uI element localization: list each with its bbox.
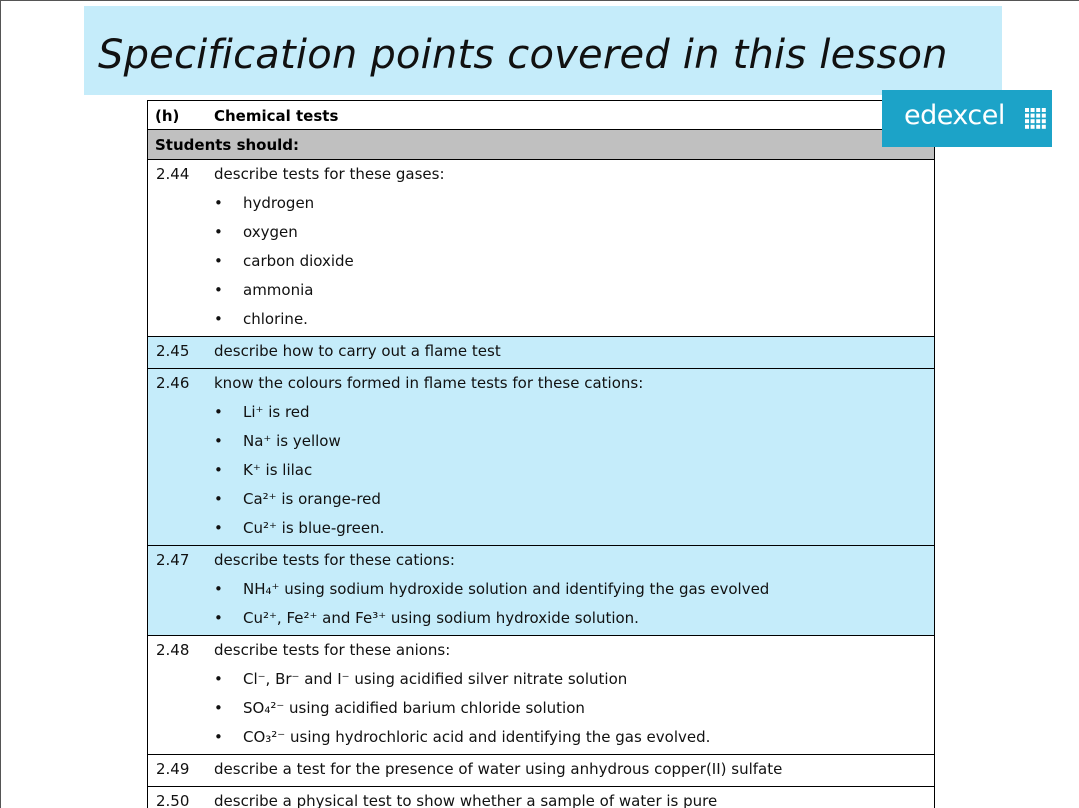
bullet-item: NH₄⁺ using sodium hydroxide solution and identifying the gas evolved bbox=[243, 580, 770, 598]
spec-description: describe tests for these gases: bbox=[214, 165, 445, 183]
spec-number: 2.46 bbox=[156, 374, 190, 392]
spec-number: 2.49 bbox=[156, 760, 190, 778]
bullet-item: Cu²⁺ is blue-green. bbox=[243, 519, 385, 537]
spec-item-2-48 bbox=[148, 636, 934, 755]
spec-number: 2.48 bbox=[156, 641, 190, 659]
spec-item-2-49 bbox=[148, 755, 934, 787]
bullet-item: Na⁺ is yellow bbox=[243, 432, 341, 450]
logo-dot bbox=[1031, 114, 1035, 118]
logo-text: edexcel bbox=[904, 100, 1005, 131]
bullet-item: K⁺ is lilac bbox=[243, 461, 313, 479]
spec-description: describe tests for these cations: bbox=[214, 551, 455, 569]
spec-items bbox=[148, 160, 934, 808]
logo-dot bbox=[1025, 108, 1029, 112]
spec-item-2-47 bbox=[148, 546, 934, 636]
bullet-item: Cl⁻, Br⁻ and I⁻ using acidified silver nitrate solution bbox=[243, 670, 628, 688]
bullet-item: Ca²⁺ is orange-red bbox=[243, 490, 381, 508]
logo-dot bbox=[1036, 114, 1040, 118]
bullet-item: Cu²⁺, Fe²⁺ and Fe³⁺ using sodium hydroxide solution. bbox=[243, 609, 639, 627]
bullet-item: chlorine. bbox=[243, 310, 308, 328]
logo-dot bbox=[1036, 125, 1040, 129]
bullet-item: ammonia bbox=[243, 281, 314, 299]
bullet-dot-icon: • bbox=[214, 670, 223, 688]
slide-title: Specification points covered in this lesson bbox=[98, 32, 948, 78]
spec-item-2-44 bbox=[148, 160, 934, 337]
spec-item-2-50 bbox=[148, 787, 934, 808]
bullet-dot-icon: • bbox=[214, 461, 223, 479]
bullet-item: SO₄²⁻ using acidified barium chloride solution bbox=[243, 699, 585, 717]
logo-dot bbox=[1042, 114, 1046, 118]
logo-dot bbox=[1036, 119, 1040, 123]
spec-description: describe how to carry out a flame test bbox=[214, 342, 501, 360]
bullet-dot-icon: • bbox=[214, 403, 223, 421]
logo-dot bbox=[1036, 108, 1040, 112]
logo-dot bbox=[1025, 114, 1029, 118]
spec-description: describe a physical test to show whether a sample of water is pure bbox=[214, 792, 718, 808]
bullet-dot-icon: • bbox=[214, 519, 223, 537]
bullet-item: Li⁺ is red bbox=[243, 403, 310, 421]
spec-description: describe tests for these anions: bbox=[214, 641, 451, 659]
bullet-dot-icon: • bbox=[214, 728, 223, 746]
logo-dot bbox=[1042, 108, 1046, 112]
logo-dot bbox=[1031, 125, 1035, 129]
spec-number: 2.47 bbox=[156, 551, 190, 569]
bullet-dot-icon: • bbox=[214, 252, 223, 270]
bullet-dot-icon: • bbox=[214, 223, 223, 241]
spec-item-2-45 bbox=[148, 337, 934, 369]
students-should-row bbox=[148, 130, 934, 160]
bullet-dot-icon: • bbox=[214, 432, 223, 450]
bullet-dot-icon: • bbox=[214, 310, 223, 328]
bullet-dot-icon: • bbox=[214, 580, 223, 598]
spec-description: know the colours formed in flame tests for these cations: bbox=[214, 374, 644, 392]
logo-dot bbox=[1025, 125, 1029, 129]
bullet-dot-icon: • bbox=[214, 490, 223, 508]
edexcel-logo bbox=[882, 90, 1052, 147]
logo-dot bbox=[1042, 125, 1046, 129]
bullet-dot-icon: • bbox=[214, 609, 223, 627]
students-label: Students should: bbox=[155, 136, 300, 154]
logo-dot bbox=[1025, 119, 1029, 123]
logo-dot bbox=[1031, 108, 1035, 112]
bullet-item: carbon dioxide bbox=[243, 252, 354, 270]
logo-dot bbox=[1031, 119, 1035, 123]
bullet-item: oxygen bbox=[243, 223, 298, 241]
bullet-item: hydrogen bbox=[243, 194, 315, 212]
logo-dots-icon bbox=[1025, 108, 1047, 130]
bullet-dot-icon: • bbox=[214, 281, 223, 299]
logo-dot bbox=[1042, 119, 1046, 123]
section-title: Chemical tests bbox=[214, 107, 339, 125]
section-header-row bbox=[148, 101, 934, 130]
spec-item-2-46 bbox=[148, 369, 934, 546]
title-banner bbox=[84, 6, 1002, 95]
bullet-dot-icon: • bbox=[214, 194, 223, 212]
spec-number: 2.44 bbox=[156, 165, 190, 183]
bullet-dot-icon: • bbox=[214, 699, 223, 717]
specification-table bbox=[147, 100, 935, 808]
spec-number: 2.45 bbox=[156, 342, 190, 360]
spec-description: describe a test for the presence of water using anhydrous copper(II) sulfate bbox=[214, 760, 783, 778]
bullet-item: CO₃²⁻ using hydrochloric acid and identifying the gas evolved. bbox=[243, 728, 711, 746]
spec-number: 2.50 bbox=[156, 792, 190, 808]
section-letter: (h) bbox=[155, 107, 180, 125]
